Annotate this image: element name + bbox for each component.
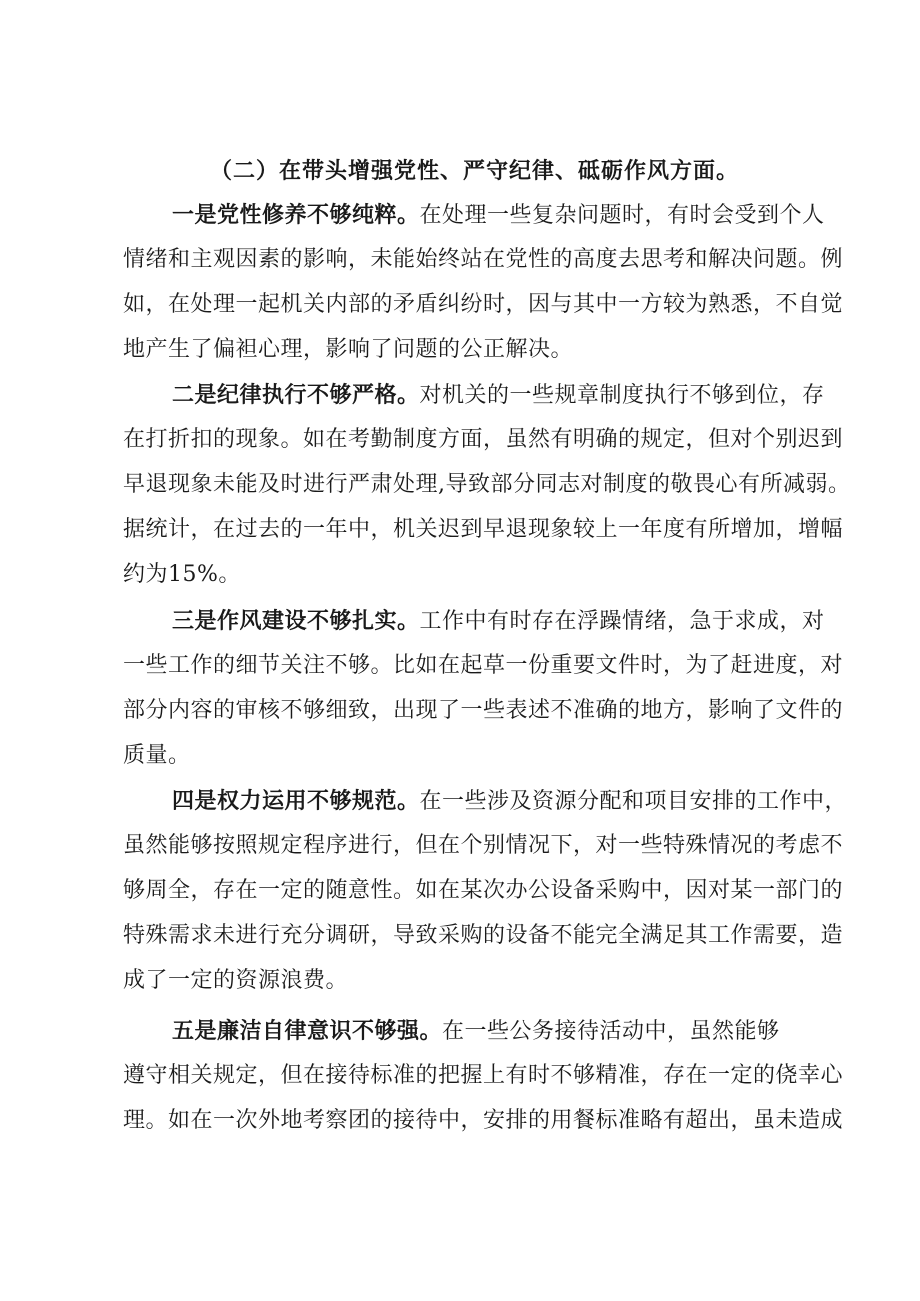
paragraph-4-line-3: 够周全，存在一定的随意性。如在某次办公设备采购中，因对某一部门的 [123, 878, 844, 903]
paragraph-2-text: 对机关的一些规章制度执行不够到位，存 [419, 383, 825, 408]
paragraph-5-lead: 五是廉洁自律意识不够强。 [172, 1018, 443, 1044]
paragraph-3-line-4: 质量。 [123, 743, 191, 768]
paragraph-4-line-4: 特殊需求未进行充分调研，导致采购的设备不能完全满足其工作需要，造 [123, 923, 844, 948]
paragraph-2-line-3: 早退现象未能及时进行严肃处理,导致部分同志对制度的敬畏心有所减弱。 [123, 472, 851, 497]
paragraph-4-line-5: 成了一定的资源浪费。 [123, 968, 349, 993]
paragraph-5-text: 在一些公务接待活动中，虽然能够 [442, 1019, 780, 1044]
paragraph-4-text: 在一些涉及资源分配和项目安排的工作中， [419, 789, 848, 814]
paragraph-4-line-1 [172, 786, 847, 817]
paragraph-2-line-4: 据统计，在过去的一年中，机关迟到早退现象较上一年度有所增加，增幅 [123, 517, 844, 542]
paragraph-2-line-5: 约为15%。 [123, 562, 241, 587]
paragraph-3-line-2: 一些工作的细节关注不够。比如在起草一份重要文件时，为了赶进度，对 [123, 653, 844, 678]
paragraph-1-line-4: 地产生了偏袒心理，影响了问题的公正解决。 [123, 337, 574, 362]
paragraph-2-line-2: 在打折扣的现象。如在考勤制度方面，虽然有明确的规定，但对个别迟到 [123, 427, 844, 452]
paragraph-2-lead: 二是纪律执行不够严格。 [172, 382, 420, 408]
section-heading: （二）在带头增强党性、严守纪律、砥砺作风方面。 [210, 158, 740, 184]
paragraph-3-line-3: 部分内容的审核不够细致，出现了一些表述不准确的地方，影响了文件的 [123, 698, 844, 723]
paragraph-5-line-1 [172, 1016, 780, 1047]
paragraph-3-text: 工作中有时存在浮躁情绪，急于求成，对 [419, 609, 825, 634]
paragraph-1-text: 在处理一些复杂问题时，有时会受到个人 [419, 203, 825, 228]
paragraph-3-lead: 三是作风建设不够扎实。 [172, 608, 420, 634]
paragraph-5-line-2: 遵守相关规定，但在接待标准的把握上有时不够精准，存在一定的侥幸心 [123, 1063, 844, 1088]
paragraph-3-line-1 [172, 606, 825, 637]
paragraph-2-line-1 [172, 380, 825, 411]
paragraph-1-line-2: 情绪和主观因素的影响，未能始终站在党性的高度去思考和解决问题。例 [123, 247, 844, 272]
paragraph-4-line-2: 虽然能够按照规定程序进行，但在个别情况下，对一些特殊情况的考虑不 [123, 833, 844, 858]
paragraph-5-line-3: 理。如在一次外地考察团的接待中，安排的用餐标准略有超出，虽未造成 [123, 1108, 844, 1133]
paragraph-4-lead: 四是权力运用不够规范。 [172, 788, 420, 814]
paragraph-1-line-3: 如，在处理一起机关内部的矛盾纠纷时，因与其中一方较为熟悉，不自觉 [123, 292, 844, 317]
paragraph-1-line-1 [172, 200, 825, 231]
paragraph-1-lead: 一是党性修养不够纯粹。 [172, 202, 420, 228]
